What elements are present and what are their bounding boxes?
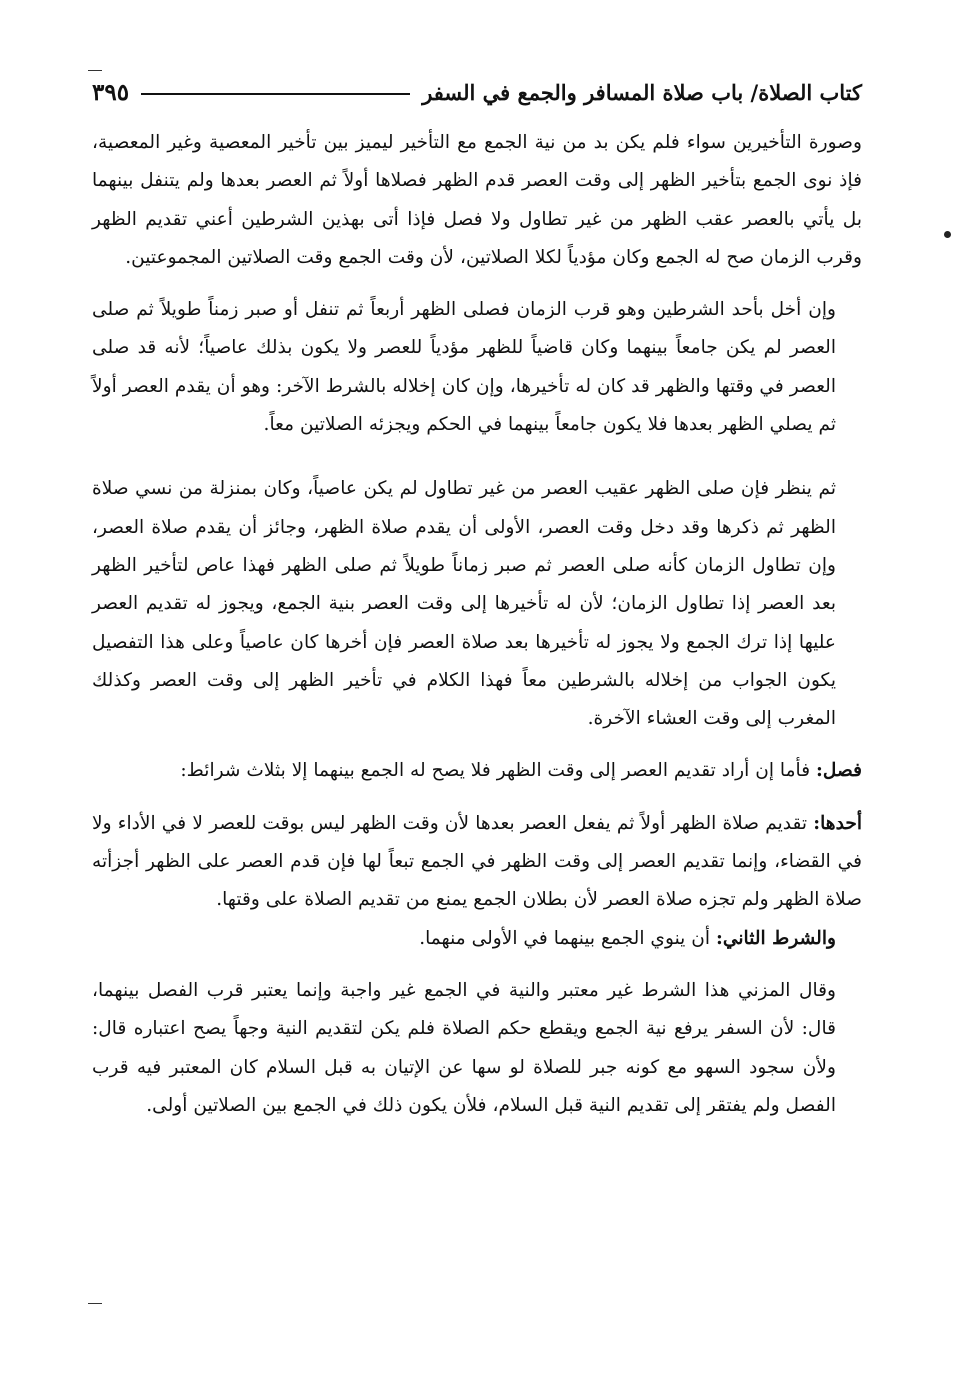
- paragraph: وصورة التأخيرين سواء فلم يكن بد من نية الجمع مع التأخير ليميز بين تأخير المعصية وغير المعصية، فإذ نوى الجمع بتأخير الظهر إلى وقت العصر قدم الظهر فصلاها أولاً ثم العصر بعدها ولم يتنفل بينهما بل يأتي بالعصر عقب الظهر من غير تطاول ولا فصل فإذا أتى بهذين الشرطين أعني تقديم الظهر وقرب الزمان صح له الجمع وكان مؤدياً لكلا الصلاتين، لأن وقت الجمع وقت الصلاتين المجموعتين.: [92, 132, 862, 268]
- page-number: ٣٩٥: [92, 78, 130, 106]
- section-label: فصل:: [816, 760, 862, 782]
- condition-label: أحدها:: [813, 812, 862, 834]
- header-title: كتاب الصلاة/ باب صلاة المسافر والجمع في السفر: [422, 79, 862, 105]
- margin-dot: [944, 231, 951, 238]
- condition-label: والشرط الثاني:: [716, 927, 836, 949]
- page-body: [92, 124, 862, 1125]
- running-header: [92, 72, 862, 112]
- paragraph: وقال المزني هذا الشرط غير معتبر والنية في الجمع غير واجبة وإنما يعتبر قرب الفصل بينهما، قال: لأن السفر يرفع نية الجمع ويقطع حكم الصلاة فلم يكن لتقديم النية وجهاً يصح اعتباره قال: ولأن سجود السهو مع كونه جبر للصلاة لو سها عن الإتيان به قبل السلام كان المعتبر فيه قرب الفصل ولم يفتقر إلى تقديم النية قبل السلام، فلأن يكون ذلك في الجمع بين الصلاتين أولى.: [92, 979, 836, 1116]
- condition-paragraph: أحدها: تقديم صلاة الظهر أولاً ثم يفعل العصر بعدها لأن وقت الظهر ليس بوقت للعصر لا في الأداء ولا في القضاء، وإنما تقديم العصر إلى وقت الظهر في الجمع تبعاً لها فإن قدم العصر على الظهر أجزأته صلاة الظهر ولم تجزه صلاة العصر لأن بطلان الجمع يمنع من تقديم الصلاة على وقتها.: [92, 812, 862, 911]
- margin-mark-top: [88, 70, 102, 71]
- page: [92, 72, 862, 1125]
- margin-mark-bottom: [88, 1303, 102, 1304]
- section-paragraph: فصل: فأما إن أراد تقديم العصر إلى وقت الظهر فلا يصح له الجمع بينهما إلا بثلاث شرائط:: [180, 760, 862, 782]
- condition-paragraph: والشرط الثاني: أن ينوي الجمع بينهما في الأولى منهما.: [419, 927, 836, 949]
- header-rule: [141, 93, 410, 95]
- paragraph: وإن أخل بأحد الشرطين وهو قرب الزمان فصلى الظهر أربعاً ثم تنفل أو صبر زمناً طويلاً ثم صلى العصر لم يكن جامعاً بينهما وكان قاضياً للظهر مؤدياً للعصر ولا يكون بذلك عاصياً؛ لأنه قد صلى العصر في وقتها والظهر قد كان له تأخيرها، وإن كان إخلاله بالشرط الآخر: وهو أن يقدم العصر أولاً ثم يصلي الظهر بعدها فلا يكون جامعاً بينهما في الحكم ويجزئه الصلاتين معاً.: [92, 299, 836, 436]
- paragraph: ثم ينظر فإن صلى الظهر عقيب العصر من غير تطاول لم يكن عاصياً، وكان بمنزلة من نسي صلاة الظهر ثم ذكرها وقد دخل وقت العصر، الأولى أن يقدم صلاة الظهر، وجائز أن يقدم صلاة العصر، وإن تطاول الزمان كأنه صلى العصر ثم صبر زماناً طويلاً ثم صلى الظهر فهذا عاص لتأخير الظهر بعد العصر إذا تطاول الزمان؛ لأن له تأخيرها إلى وقت العصر بنية الجمع، ويجوز له تقديم العصر عليها إذا ترك الجمع ولا يجوز له تأخيرها بعد صلاة العصر فإن أخرها كان عاصياً وعلى هذا التفصيل يكون الجواب من إخلاله بالشرطين معاً فهذا الكلام في تأخير الظهر إلى وقت العصر وكذلك المغرب إلى وقت العشاء الآخرة.: [92, 478, 836, 730]
